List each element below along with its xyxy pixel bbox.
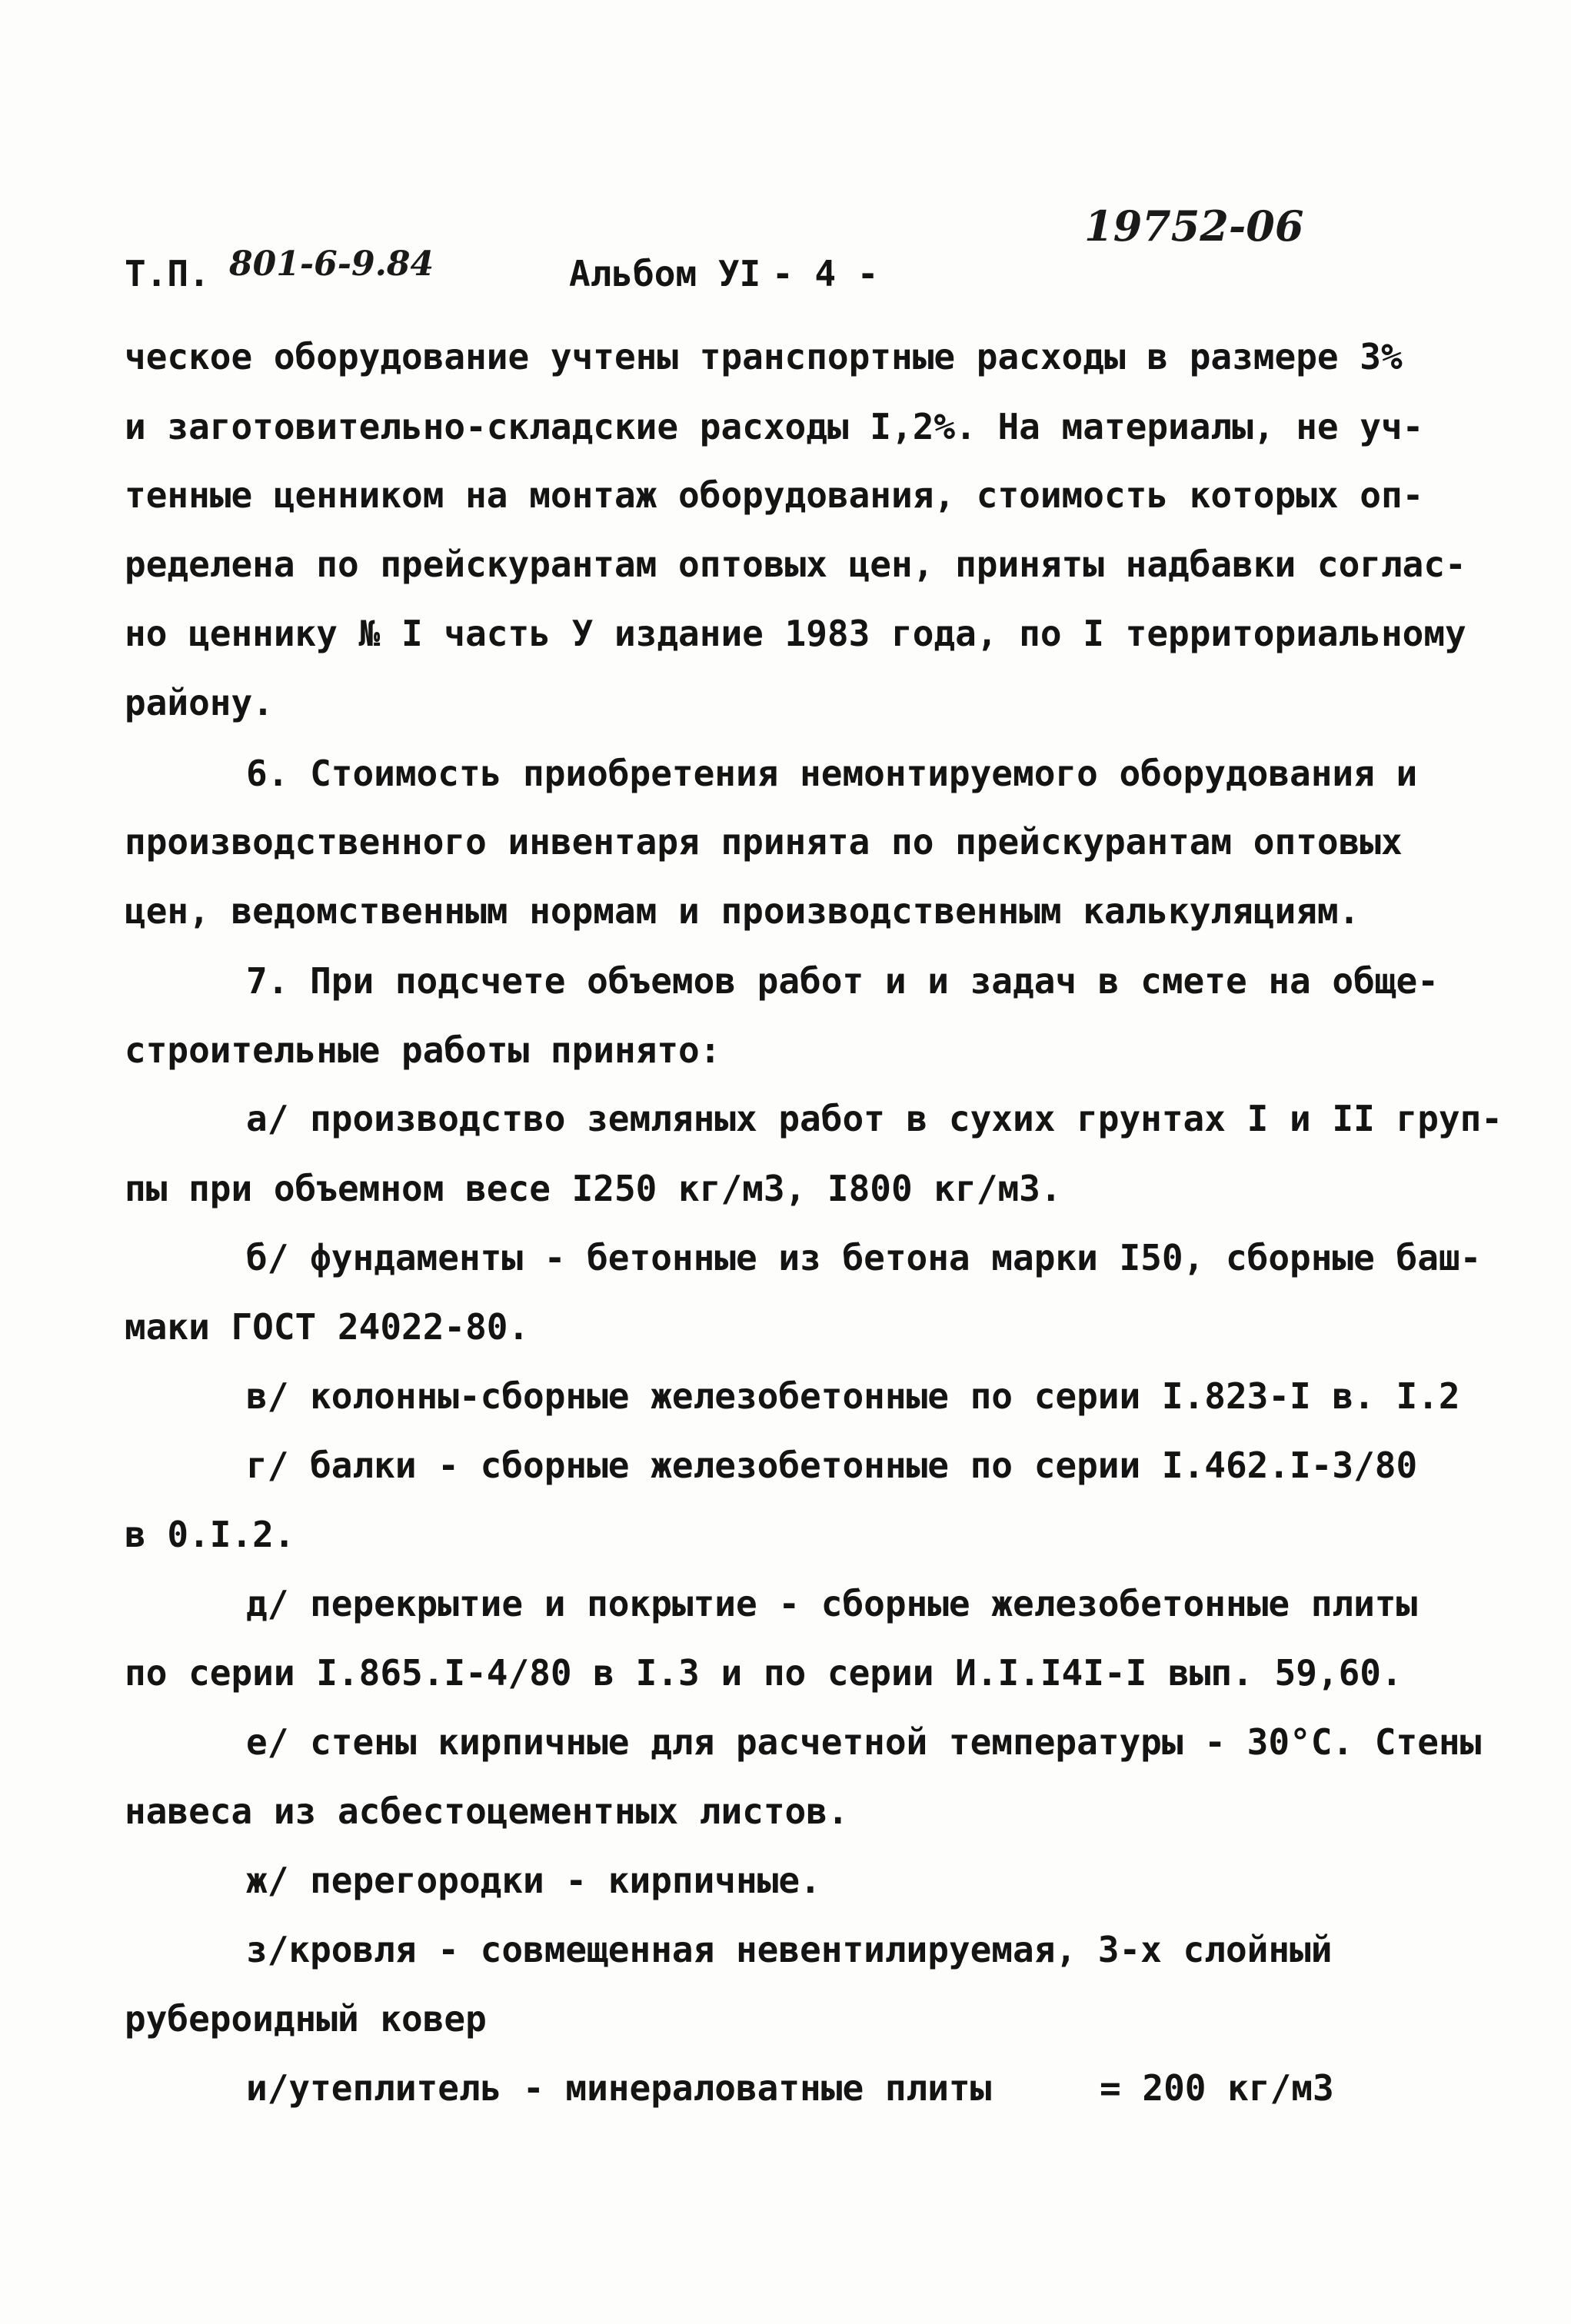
body-line: е/ стены кирпичные для расчетной температуры - 30°С. Стены <box>246 1721 1482 1763</box>
body-line: и заготовительно-складские расходы I,2%. На материалы, не уч- <box>125 406 1424 447</box>
body-line: району. <box>125 682 274 723</box>
body-line: 7. При подсчете объемов работ и и задач в смете на обще- <box>246 960 1439 1002</box>
header-album: Альбом УI <box>569 253 761 294</box>
body-line: навеса из асбестоцементных листов. <box>125 1790 849 1832</box>
body-line: 6. Стоимость приобретения немонтируемого оборудования и <box>246 753 1418 794</box>
body-line: и/утеплитель - минераловатные плиты <box>246 2067 992 2109</box>
body-line: б/ фундаменты - бетонные из бетона марки I50, сборные баш- <box>246 1237 1482 1278</box>
body-line: з/кровля - совмещенная невентилируемая, 3-х слойный <box>246 1929 1333 1970</box>
body-line: по серии I.865.I-4/80 в I.3 и по серии И.I.I4I-I вып. 59,60. <box>125 1652 1403 1694</box>
body-line: ческое оборудование учтены транспортные расходы в размере 3% <box>125 336 1403 377</box>
body-line: = 200 кг/м3 <box>1100 2067 1334 2109</box>
header-page-number: - 4 - <box>772 253 879 294</box>
document-number: 19752-06 <box>1084 201 1304 251</box>
body-line: тенные ценником на монтаж оборудования, стоимость которых оп- <box>125 474 1424 516</box>
body-line: строительные работы принято: <box>125 1029 721 1071</box>
body-line: но ценнику № I часть У издание 1983 года, по I территориальному <box>125 613 1466 654</box>
body-line: а/ производство земляных работ в сухих грунтах I и II груп- <box>246 1098 1503 1139</box>
body-line: ж/ перегородки - кирпичные. <box>246 1860 821 1901</box>
body-line: производственного инвентаря принята по прейскурантам оптовых <box>125 821 1403 863</box>
header-tp-label: Т.П. <box>125 253 210 294</box>
body-line: ределена по прейскурантам оптовых цен, приняты надбавки соглас- <box>125 544 1466 585</box>
body-line: рубероидный ковер <box>125 1998 487 2040</box>
body-line: маки ГОСТ 24022-80. <box>125 1306 530 1348</box>
body-line: в/ колонны-сборные железобетонные по серии I.823-I в. I.2 <box>246 1375 1460 1417</box>
header-tp-number: 801-6-9.84 <box>229 244 434 284</box>
body-line: д/ перекрытие и покрытие - сборные железобетонные плиты <box>246 1583 1418 1624</box>
body-line: цен, ведомственным нормам и производственным калькуляциям. <box>125 890 1360 932</box>
body-line: пы при объемном весе I250 кг/м3, I800 кг/м3. <box>125 1168 1062 1209</box>
body-line: г/ балки - сборные железобетонные по серии I.462.I-3/80 <box>246 1445 1418 1486</box>
body-line: в 0.I.2. <box>125 1514 295 1555</box>
